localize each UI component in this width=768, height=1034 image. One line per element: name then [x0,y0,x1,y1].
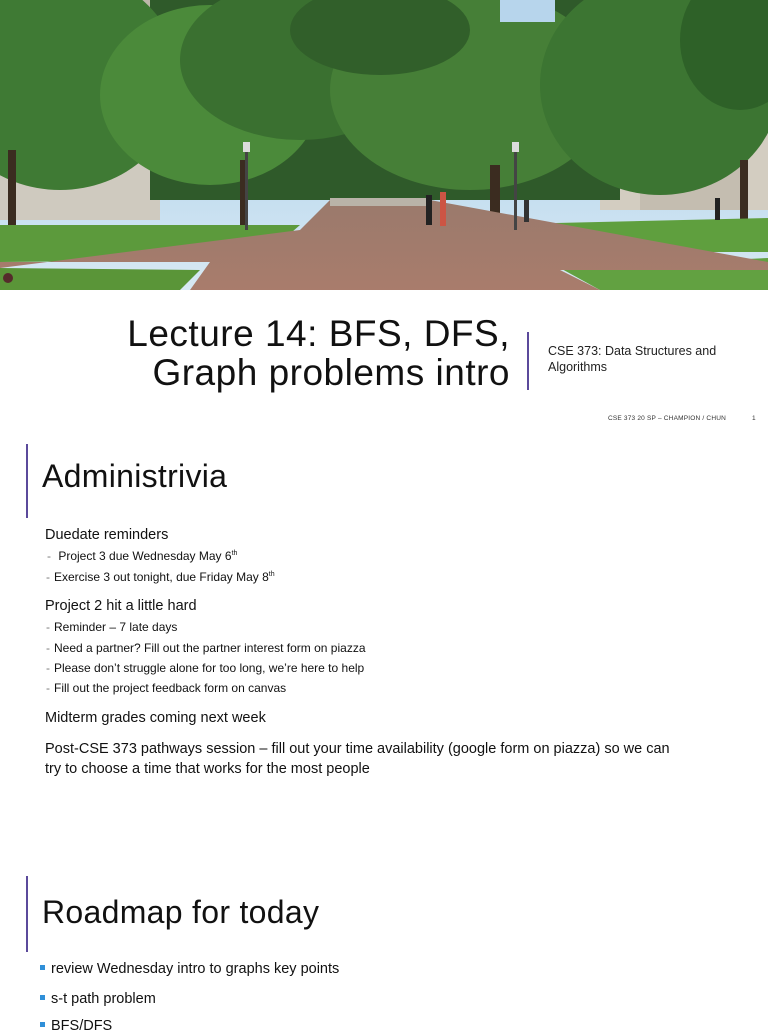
bullet-item: s-t path problem [40,991,156,1007]
list-item: - Please don’t struggle alone for too long, we’re here to help [46,661,365,675]
pathways-note-line-1: Post-CSE 373 pathways session – fill out your time availability (google form on piazza) so we can [45,741,670,757]
course-subtitle: CSE 373: Data Structures and Algorithms [548,344,717,374]
slide-footer: CSE 373 20 SP – CHAMPION / CHUN [607,415,726,422]
title-line-1: Lecture 14: BFS, DFS, [127,313,510,354]
title-slide [0,0,768,434]
lecture-title [127,314,510,392]
slide-heading: Roadmap for today [42,894,320,930]
pathways-note-line-2: try to choose a time that works for the most people [45,761,370,777]
section-label: Duedate reminders [45,527,169,543]
slide-heading: Administrivia [42,458,228,494]
square-bullet-icon [40,995,45,1000]
square-bullet-icon [40,965,45,970]
bullet-item: review Wednesday intro to graphs key points [40,961,339,977]
heading-accent-bar [26,876,28,952]
list-item: - Need a partner? Fill out the partner interest form on piazza [46,641,366,655]
page-number: 1 [752,415,756,422]
title-line-2: Graph problems intro [152,352,510,393]
heading-accent-bar [26,444,28,518]
list-item: - Fill out the project feedback form on canvas [46,681,287,695]
bullet-item: BFS/DFS [40,1018,112,1034]
list-item: - Reminder – 7 late days [46,620,178,634]
campus-quad-photo [0,0,768,290]
list-item: - Exercise 3 out tonight, due Friday May 8th [46,570,275,584]
midterm-note: Midterm grades coming next week [45,710,266,726]
square-bullet-icon [40,1022,45,1027]
section-label: Project 2 hit a little hard [45,598,197,614]
title-divider [527,332,529,390]
administrivia-slide [0,436,768,866]
roadmap-slide [0,866,768,1034]
list-item: - Project 3 due Wednesday May 6th [47,549,238,563]
